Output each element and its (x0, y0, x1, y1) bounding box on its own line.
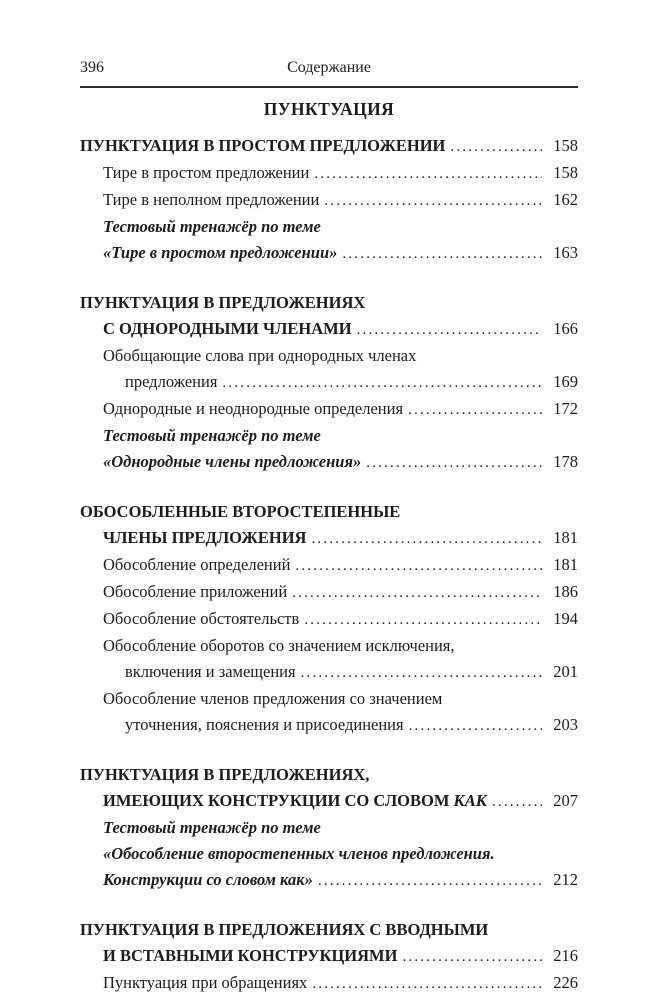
toc-line (80, 917, 578, 943)
toc-line (80, 423, 578, 449)
toc-line (80, 659, 578, 686)
toc-entry-title (103, 396, 403, 422)
text-segment: ПУНКТУАЦИЯ В ПРОСТОМ ПРЕДЛОЖЕНИИ (80, 136, 446, 155)
toc-page-number: 172 (553, 399, 578, 418)
toc-entry (80, 606, 578, 633)
text-segment: С ОДНОРОДНЫМИ ЧЛЕНАМИ (103, 319, 352, 338)
dot-leader (318, 867, 542, 894)
toc-entry (80, 970, 578, 997)
text-segment: КАК (453, 791, 487, 810)
toc-entry (80, 762, 578, 815)
toc-entry-title (103, 316, 352, 342)
text-segment: Пунктуация при обращениях (103, 973, 308, 992)
text-segment: предложения (125, 372, 218, 391)
toc-line (80, 160, 578, 187)
toc-page-number: 207 (553, 791, 578, 810)
dot-leader (342, 240, 542, 267)
toc-entry-title (80, 290, 365, 316)
toc-entry-title (103, 815, 321, 841)
dot-leader (357, 316, 542, 343)
toc-line (80, 712, 578, 739)
toc-entry-title (80, 762, 369, 788)
toc-line (80, 579, 578, 606)
toc-entry-title (103, 579, 287, 605)
toc-entry-title (125, 369, 217, 395)
toc-entry (80, 633, 578, 686)
toc-line (80, 686, 578, 712)
toc-entry-title (80, 133, 445, 159)
dot-leader (301, 659, 542, 686)
toc-entry-title (103, 160, 309, 186)
toc-entry-title (103, 606, 299, 632)
toc-line (80, 633, 578, 659)
text-segment: Тестовый тренажёр по теме (103, 426, 321, 445)
dot-leader (450, 133, 542, 160)
toc-entry-title (103, 841, 495, 867)
text-segment: Тире в неполном предложении (103, 190, 320, 209)
dot-leader (492, 788, 542, 815)
toc-entry-title (103, 449, 361, 475)
toc-line (80, 970, 578, 997)
toc-line (80, 867, 578, 894)
toc-page-number: 158 (553, 136, 578, 155)
toc-entry (80, 423, 578, 476)
text-segment: » (304, 870, 313, 889)
toc-entry-title (103, 423, 321, 449)
dot-leader (304, 606, 542, 633)
dot-leader (324, 187, 542, 214)
page-header (80, 58, 578, 88)
section-title: ПУНКТУАЦИЯ (263, 99, 395, 119)
text-segment: «Однородные члены предложения» (103, 452, 362, 471)
toc-entry-title (103, 970, 307, 996)
toc-line (80, 762, 578, 788)
toc-entry-title (125, 712, 404, 738)
toc-line (80, 396, 578, 423)
toc-entry (80, 579, 578, 606)
toc-line (80, 525, 578, 552)
text-segment: Обособление обстоятельств (103, 609, 300, 628)
dot-leader (312, 970, 542, 997)
toc-line (80, 316, 578, 343)
dot-leader (402, 943, 542, 970)
text-segment: включения и замещения (125, 662, 296, 681)
dot-leader (295, 552, 542, 579)
toc-page-number: 181 (553, 555, 578, 574)
toc-entry (80, 499, 578, 552)
text-segment: ОБОСОБЛЕННЫЕ ВТОРОСТЕПЕННЫЕ (80, 502, 401, 521)
toc-entry (80, 343, 578, 396)
text-segment: Обособление приложений (103, 582, 288, 601)
text-segment: ПУНКТУАЦИЯ В ПРЕДЛОЖЕНИЯХ (80, 293, 366, 312)
dot-leader (408, 396, 542, 423)
toc-line (80, 943, 578, 970)
toc-entry-title (80, 917, 488, 943)
toc-entry (80, 917, 578, 970)
toc-line (80, 815, 578, 841)
text-segment: Конструкции со словом (103, 870, 281, 889)
text-segment: Однородные и неоднородные определения (103, 399, 404, 418)
dot-leader (311, 525, 542, 552)
text-segment: Тире в простом предложении (103, 163, 310, 182)
text-segment: Обособление оборотов со значением исключения, (103, 636, 455, 655)
toc-page-number: 226 (553, 973, 578, 992)
toc-entry (80, 214, 578, 267)
text-segment: Обособление определений (103, 555, 291, 574)
toc-page-number: 162 (553, 190, 578, 209)
toc-line (80, 343, 578, 369)
toc-page-number: 158 (553, 163, 578, 182)
dot-leader (314, 160, 542, 187)
dot-leader (222, 369, 542, 396)
toc-list (80, 133, 578, 997)
toc-page-number: 212 (553, 870, 578, 889)
toc-entry (80, 552, 578, 579)
toc-entry-title (103, 788, 487, 814)
dot-leader (292, 579, 542, 606)
text-segment: ИМЕЮЩИХ КОНСТРУКЦИИ СО СЛОВОМ (103, 791, 454, 810)
text-segment: как (280, 870, 305, 889)
text-segment: Обособление членов предложения со значением (103, 689, 443, 708)
toc-entry (80, 396, 578, 423)
toc-entry-title (103, 343, 416, 369)
text-segment: «Обособление второстепенных членов предложения. (103, 844, 495, 863)
toc-entry-title (103, 240, 337, 266)
toc-entry-title (80, 499, 400, 525)
toc-page-number: 166 (553, 319, 578, 338)
toc-entry-title (103, 686, 442, 712)
toc-line (80, 290, 578, 316)
toc-entry-title (103, 187, 319, 213)
toc-entry (80, 815, 578, 894)
text-segment: Тестовый тренажёр по теме (103, 217, 321, 236)
dot-leader (366, 449, 542, 476)
toc-page-number: 216 (553, 946, 578, 965)
text-segment: Обобщающие слова при однородных членах (103, 346, 417, 365)
toc-page-number: 186 (553, 582, 578, 601)
toc-line (80, 606, 578, 633)
text-segment: «Тире в простом предложении» (103, 243, 338, 262)
text-segment: ПУНКТУАЦИЯ В ПРЕДЛОЖЕНИЯХ С ВВОДНЫМИ (80, 920, 489, 939)
toc-entry-title (103, 867, 313, 893)
toc-entry-title (103, 214, 321, 240)
toc-line (80, 788, 578, 815)
toc-entry-title (125, 659, 296, 685)
toc-entry-title (103, 552, 290, 578)
toc-line (80, 214, 578, 240)
toc-line (80, 369, 578, 396)
toc-line (80, 449, 578, 476)
page-number: 396 (80, 59, 104, 76)
toc-line (80, 133, 578, 160)
text-segment: ПУНКТУАЦИЯ В ПРЕДЛОЖЕНИЯХ, (80, 765, 370, 784)
toc-entry-title (103, 943, 397, 969)
toc-entry-title (103, 633, 455, 659)
text-segment: уточнения, пояснения и присоединения (125, 715, 404, 734)
toc-page-number: 163 (553, 243, 578, 262)
toc-entry (80, 290, 578, 343)
text-segment: Тестовый тренажёр по теме (103, 818, 321, 837)
dot-leader (409, 712, 542, 739)
toc-line (80, 240, 578, 267)
toc-line (80, 499, 578, 525)
toc-page-number: 181 (553, 528, 578, 547)
toc-entry (80, 187, 578, 214)
text-segment: И ВСТАВНЫМИ КОНСТРУКЦИЯМИ (103, 946, 398, 965)
text-segment: ЧЛЕНЫ ПРЕДЛОЖЕНИЯ (103, 528, 307, 547)
toc-entry (80, 686, 578, 739)
toc-line (80, 552, 578, 579)
toc-entry (80, 160, 578, 187)
toc-page-number: 201 (553, 662, 578, 681)
toc-line (80, 841, 578, 867)
toc-entry (80, 133, 578, 160)
toc-line (80, 187, 578, 214)
toc-page-number: 203 (553, 715, 578, 734)
running-header-title: Содержание (287, 59, 371, 76)
toc-page-number: 178 (553, 452, 578, 471)
toc-page-number: 194 (553, 609, 578, 628)
toc-page-number: 169 (553, 372, 578, 391)
toc-entry-title (103, 525, 306, 551)
